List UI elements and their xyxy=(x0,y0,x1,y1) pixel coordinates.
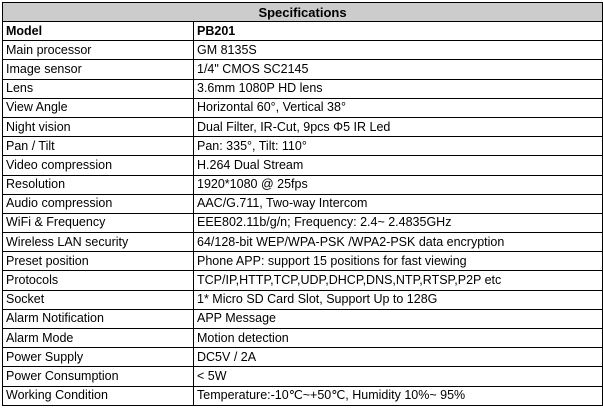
spec-label: View Angle xyxy=(3,98,194,117)
spec-label: Power Supply xyxy=(3,348,194,367)
spec-value: 64/128-bit WEP/WPA-PSK /WPA2-PSK data encryption xyxy=(194,233,603,252)
table-title-row xyxy=(3,3,603,22)
spec-label: Lens xyxy=(3,79,194,98)
spec-label: Video compression xyxy=(3,156,194,175)
spec-label: Alarm Mode xyxy=(3,329,194,348)
spec-value: Phone APP: support 15 positions for fast viewing xyxy=(194,252,603,271)
spec-value: APP Message xyxy=(194,309,603,328)
spec-value: Dual Filter, IR-Cut, 9pcs Φ5 IR Led xyxy=(194,117,603,136)
spec-label: Model xyxy=(3,22,194,41)
table-row xyxy=(3,233,603,252)
spec-value: Motion detection xyxy=(194,329,603,348)
table-row xyxy=(3,41,603,60)
spec-label: Pan / Tilt xyxy=(3,137,194,156)
table-row xyxy=(3,367,603,386)
table-row xyxy=(3,329,603,348)
table-row xyxy=(3,348,603,367)
spec-value: Pan: 335°, Tilt: 110° xyxy=(194,137,603,156)
spec-label: WiFi & Frequency xyxy=(3,213,194,232)
table-row xyxy=(3,309,603,328)
spec-label: Protocols xyxy=(3,271,194,290)
table-row xyxy=(3,137,603,156)
spec-value: TCP/IP,HTTP,TCP,UDP,DHCP,DNS,NTP,RTSP,P2P etc xyxy=(194,271,603,290)
spec-label: Alarm Notification xyxy=(3,309,194,328)
table-row xyxy=(3,60,603,79)
table-row xyxy=(3,175,603,194)
spec-label: Preset position xyxy=(3,252,194,271)
spec-value: AAC/G.711, Two-way Intercom xyxy=(194,194,603,213)
spec-label: Night vision xyxy=(3,117,194,136)
spec-value: 1/4" CMOS SC2145 xyxy=(194,60,603,79)
spec-value: DC5V / 2A xyxy=(194,348,603,367)
spec-value: EEE802.11b/g/n; Frequency: 2.4~ 2.4835GHz xyxy=(194,213,603,232)
table-row xyxy=(3,213,603,232)
table-row xyxy=(3,194,603,213)
table-row xyxy=(3,156,603,175)
spec-value: 3.6mm 1080P HD lens xyxy=(194,79,603,98)
spec-label: Resolution xyxy=(3,175,194,194)
spec-value: H.264 Dual Stream xyxy=(194,156,603,175)
table-title: Specifications xyxy=(3,3,603,22)
spec-value: Temperature:-10℃~+50℃, Humidity 10%~ 95% xyxy=(194,386,603,405)
specifications-table-container xyxy=(2,2,603,406)
table-row xyxy=(3,290,603,309)
specifications-table xyxy=(2,2,603,406)
spec-value: 1920*1080 @ 25fps xyxy=(194,175,603,194)
spec-value: < 5W xyxy=(194,367,603,386)
spec-label: Image sensor xyxy=(3,60,194,79)
spec-value: GM 8135S xyxy=(194,41,603,60)
spec-label: Main processor xyxy=(3,41,194,60)
spec-label: Socket xyxy=(3,290,194,309)
table-row xyxy=(3,386,603,405)
table-row xyxy=(3,252,603,271)
spec-value: 1* Micro SD Card Slot, Support Up to 128G xyxy=(194,290,603,309)
table-row xyxy=(3,22,603,41)
spec-label: Audio compression xyxy=(3,194,194,213)
spec-value: Horizontal 60°, Vertical 38° xyxy=(194,98,603,117)
table-row xyxy=(3,117,603,136)
table-row xyxy=(3,98,603,117)
spec-value: PB201 xyxy=(194,22,603,41)
table-row xyxy=(3,79,603,98)
spec-label: Working Condition xyxy=(3,386,194,405)
spec-label: Power Consumption xyxy=(3,367,194,386)
spec-label: Wireless LAN security xyxy=(3,233,194,252)
table-row xyxy=(3,271,603,290)
